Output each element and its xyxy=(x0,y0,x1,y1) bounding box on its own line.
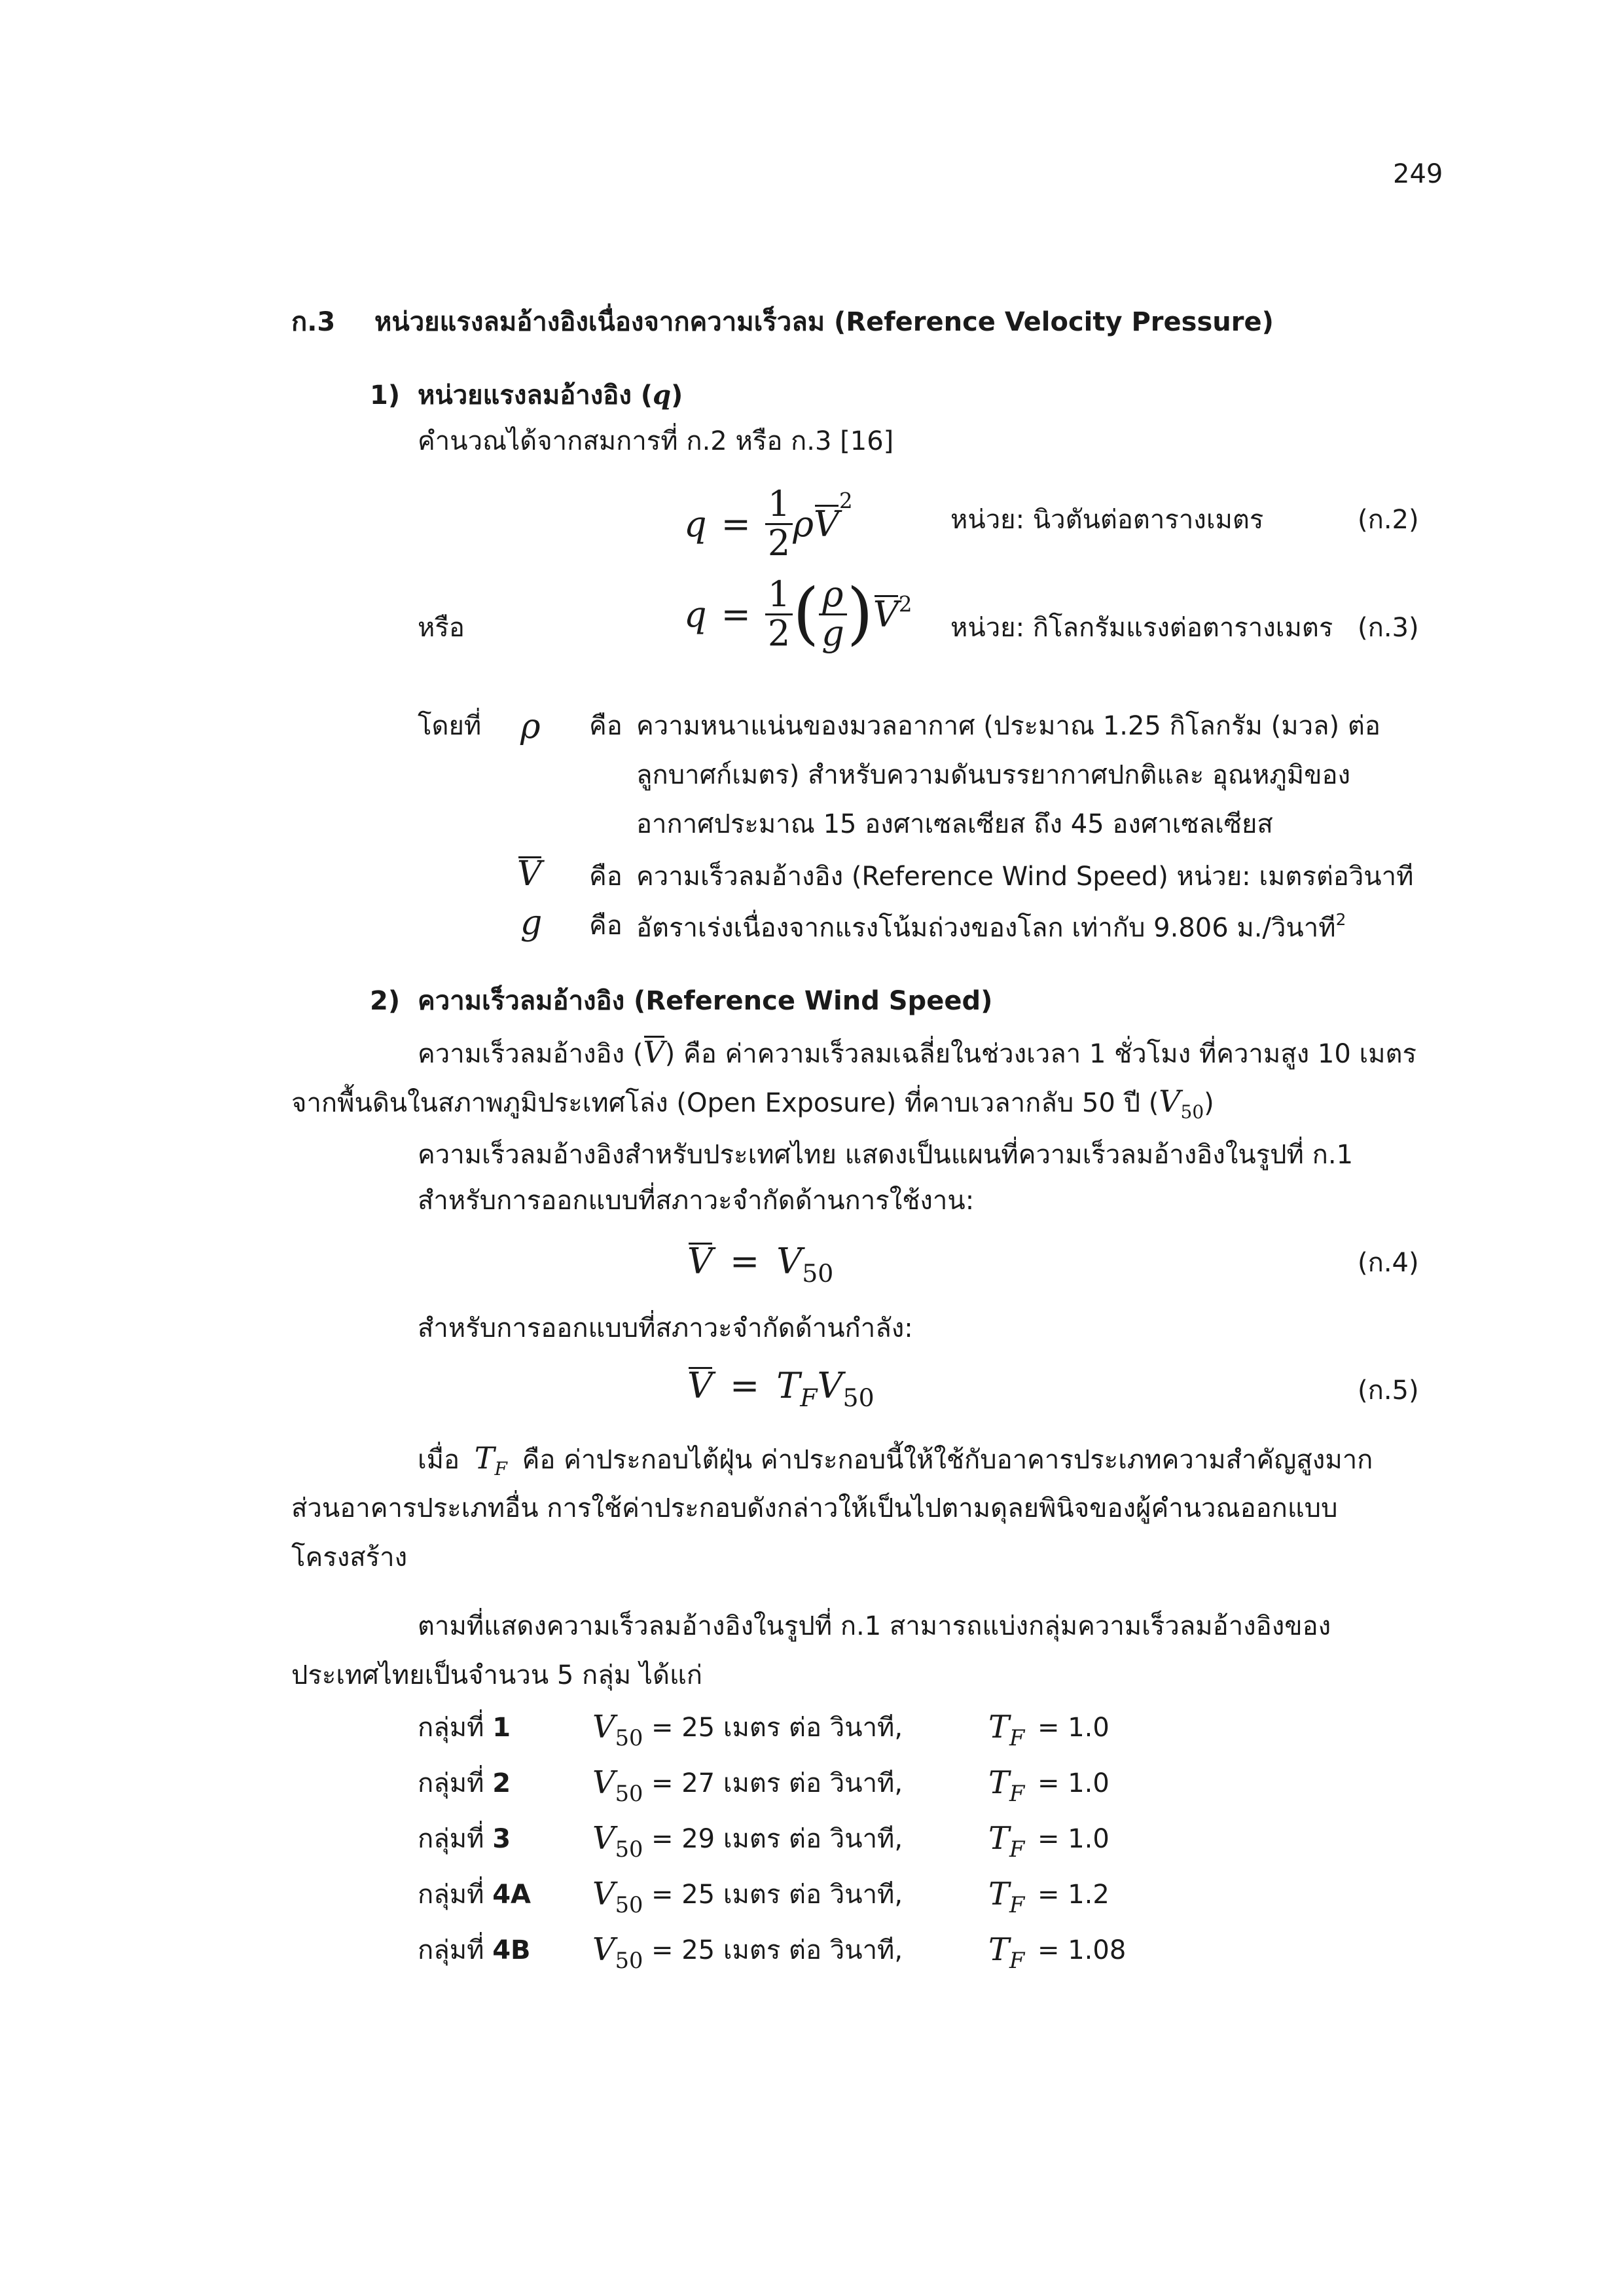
group-tf-symbol xyxy=(988,1709,1024,1751)
sub2-title: ความเร็วลมอ้างอิง (Reference Wind Speed) xyxy=(418,986,993,1016)
def-v-symbol: V xyxy=(517,854,542,894)
eq4-v: V xyxy=(776,1241,803,1282)
eq2-rho: ρ xyxy=(793,503,814,545)
equation-3 xyxy=(684,576,912,652)
group-id: 4A xyxy=(492,1880,531,1910)
eq2-frac-num: 1 xyxy=(767,483,791,524)
eq2-lhs: q xyxy=(684,503,707,545)
eq4-label: (ก.4) xyxy=(1358,1248,1419,1278)
def-g-text: อัตราเร่งเนื่องจากแรงโน้มถ่วงของโลก เท่ากับ 9.806 ม./วินาที xyxy=(636,913,1336,943)
group-row xyxy=(418,1768,511,1799)
def-rho-symbol: ρ xyxy=(520,707,541,746)
eq5-v-sub: 50 xyxy=(842,1383,875,1413)
group-t-sub: F xyxy=(1009,1724,1025,1751)
eq3-paren-open: ( xyxy=(793,574,820,653)
sub2-p6-line2: ประเทศไทยเป็นจำนวน 5 กลุ่ม ได้แก่ xyxy=(291,1660,702,1690)
sub2-p4: สำหรับการออกแบบที่สภาวะจำกัดด้านกำลัง: xyxy=(418,1313,913,1343)
group-row xyxy=(418,1823,511,1855)
sub2-p2: ความเร็วลมอ้างอิงสำหรับประเทศไทย แสดงเป็นแผนที่ความเร็วลมอ้างอิงในรูปที่ ก.1 xyxy=(418,1140,1354,1170)
def-g-is: คือ xyxy=(589,911,623,941)
group-v: V xyxy=(592,1820,615,1857)
group-t: T xyxy=(988,1931,1010,1968)
p1-vbar: V xyxy=(643,1034,665,1070)
group-t: T xyxy=(988,1709,1010,1745)
group-tf-value: = 1.2 xyxy=(1038,1880,1110,1910)
group-tf-value: = 1.08 xyxy=(1038,1935,1127,1965)
eq3-frac-num: 1 xyxy=(767,574,791,615)
p1-line2-text-a: จากพื้นดินในสภาพภูมิประเทศโล่ง (Open Exposure) ที่คาบเวลากลับ 50 ปี ( xyxy=(291,1088,1159,1118)
group-v50-symbol xyxy=(592,1931,643,1974)
def-rho-is: คือ xyxy=(589,711,623,741)
group-v50-symbol xyxy=(592,1709,643,1751)
eq3-paren-close: ) xyxy=(846,574,873,653)
def-rho-line1: ความหนาแน่นของมวลอากาศ (ประมาณ 1.25 กิโลกรัม (มวล) ต่อ xyxy=(636,711,1380,741)
eq5-t-sub: F xyxy=(800,1383,818,1413)
p1-text-a: ความเร็วลมอ้างอิง ( xyxy=(418,1039,643,1069)
eq4-sub: 50 xyxy=(802,1259,834,1288)
eq2-label: (ก.2) xyxy=(1358,505,1419,535)
group-v: V xyxy=(592,1931,615,1968)
sub2-p6-line1: ตามที่แสดงความเร็วลมอ้างอิงในรูปที่ ก.1 สามารถแบ่งกลุ่มความเร็วลมอ้างอิงของ xyxy=(418,1611,1331,1641)
sub1-title-var: q xyxy=(653,380,672,410)
eq2-power: 2 xyxy=(839,488,853,513)
sub1-intro: คำนวณได้จากสมการที่ ก.2 หรือ ก.3 [16] xyxy=(418,426,894,456)
group-id: 2 xyxy=(492,1768,511,1798)
def-v-line1: ความเร็วลมอ้างอิง (Reference Wind Speed) หน่วย: เมตรต่อวินาที xyxy=(636,862,1414,892)
eq3-lhs: q xyxy=(684,593,707,635)
eq2-fraction xyxy=(765,483,793,564)
sub2-p3: สำหรับการออกแบบที่สภาวะจำกัดด้านการใช้งาน: xyxy=(418,1186,975,1216)
group-t: T xyxy=(988,1764,1010,1801)
eq2-vbar: V xyxy=(813,503,839,545)
group-v: V xyxy=(592,1709,615,1745)
sub2-p1-line2 xyxy=(291,1084,1214,1123)
group-row xyxy=(418,1935,531,1966)
group-v: V xyxy=(592,1764,615,1801)
eq5-vbar: V xyxy=(687,1365,713,1406)
group-v50-symbol xyxy=(592,1764,643,1807)
sub1-title-close: ) xyxy=(671,380,683,410)
eq5-v: V xyxy=(817,1365,843,1406)
p1-line2-text-b: ) xyxy=(1204,1088,1214,1118)
group-id: 4B xyxy=(492,1935,531,1965)
eq2-rhs xyxy=(765,483,853,564)
def-rho-line2: ลูกบาศก์เมตร) สำหรับความดันบรรยากาศปกติและ อุณหภูมิของ xyxy=(636,760,1351,790)
group-v50-symbol xyxy=(592,1876,643,1918)
group-v50-value: = 25 เมตร ต่อ วินาที, xyxy=(651,1935,903,1965)
page-number: 249 xyxy=(1393,159,1443,189)
def-g-line1 xyxy=(636,910,1346,943)
group-tf-symbol xyxy=(988,1876,1024,1918)
group-label: กลุ่มที่ xyxy=(418,1713,484,1743)
group-t-sub: F xyxy=(1009,1836,1025,1862)
group-v-sub: 50 xyxy=(615,1724,643,1751)
def-rho-line3: อากาศประมาณ 15 องศาเซลเซียส ถึง 45 องศาเซลเซียส xyxy=(636,809,1273,839)
eq5-equals: = xyxy=(730,1365,760,1406)
eq4-rhs xyxy=(776,1241,833,1288)
group-v-sub: 50 xyxy=(615,1891,643,1918)
group-v50-symbol xyxy=(592,1820,643,1863)
def-g-superscript: 2 xyxy=(1335,910,1346,929)
eq3-label: (ก.3) xyxy=(1358,613,1419,643)
group-t-sub: F xyxy=(1009,1891,1025,1918)
section-number: ก.3 xyxy=(291,307,336,337)
group-id: 1 xyxy=(492,1713,511,1743)
eq2-frac-den: 2 xyxy=(767,522,791,564)
sub1-title-text: หน่วยแรงลมอ้างอิง ( xyxy=(418,380,653,410)
eq3-vbar: V xyxy=(873,593,899,635)
def-v-is: คือ xyxy=(589,862,623,892)
group-row xyxy=(418,1879,531,1910)
group-v: V xyxy=(592,1876,615,1912)
where-lead: โดยที่ xyxy=(418,711,482,741)
eq3-rhs xyxy=(765,576,912,652)
sub1-title xyxy=(418,380,683,411)
group-label: กลุ่มที่ xyxy=(418,1768,484,1798)
group-v-sub: 50 xyxy=(615,1947,643,1973)
sub2-number: 2) xyxy=(370,986,401,1016)
sub2-p5-line2: ส่วนอาคารประเภทอื่น การใช้ค่าประกอบดังกล่าวให้เป็นไปตามดุลยพินิจของผู้คำนวณออกแบบ xyxy=(291,1493,1338,1523)
eq3-fraction xyxy=(765,576,793,652)
group-t: T xyxy=(988,1820,1010,1857)
group-tf-symbol xyxy=(988,1764,1024,1807)
eq3-power: 2 xyxy=(898,592,912,617)
group-v-sub: 50 xyxy=(615,1780,643,1806)
group-id: 3 xyxy=(492,1824,511,1854)
group-tf-symbol xyxy=(988,1820,1024,1863)
p1-line2-v: V xyxy=(1159,1084,1181,1119)
group-label: กลุ่มที่ xyxy=(418,1880,484,1910)
group-label: กลุ่มที่ xyxy=(418,1824,484,1854)
eq3-or: หรือ xyxy=(418,613,465,643)
eq3-inner-den: g xyxy=(821,612,844,654)
eq3-unit: หน่วย: กิโลกรัมแรงต่อตารางเมตร xyxy=(950,613,1333,643)
group-t: T xyxy=(988,1876,1010,1912)
equation-5 xyxy=(687,1365,875,1412)
p1-text-b: ) คือ ค่าความเร็วลมเฉลี่ยในช่วงเวลา 1 ชั่วโมง ที่ความสูง 10 เมตร xyxy=(664,1039,1417,1069)
p5-lead: เมื่อ xyxy=(418,1445,460,1475)
p1-line2-sub: 50 xyxy=(1180,1101,1204,1123)
eq4-vbar: V xyxy=(687,1241,713,1282)
p5-t: T xyxy=(474,1440,495,1476)
sub2-p1-line1 xyxy=(418,1034,1416,1070)
def-g-symbol: g xyxy=(520,903,543,943)
group-v-sub: 50 xyxy=(615,1836,643,1862)
p5-text: คือ ค่าประกอบไต้ฝุ่น ค่าประกอบนี้ให้ใช้กับอาคารประเภทความสำคัญสูงมาก xyxy=(522,1445,1373,1475)
group-v50-value: = 25 เมตร ต่อ วินาที, xyxy=(651,1713,903,1743)
group-tf-value: = 1.0 xyxy=(1038,1713,1110,1743)
eq2-equals: = xyxy=(721,503,751,545)
group-label: กลุ่มที่ xyxy=(418,1935,484,1965)
group-t-sub: F xyxy=(1009,1947,1025,1973)
sub2-p5-line3: โครงสร้าง xyxy=(291,1542,408,1573)
group-row xyxy=(418,1712,511,1743)
sub2-p5-line1 xyxy=(418,1440,1373,1480)
eq5-rhs xyxy=(776,1365,874,1412)
group-v50-value: = 25 เมตร ต่อ วินาที, xyxy=(651,1880,903,1910)
eq5-label: (ก.5) xyxy=(1358,1376,1419,1406)
group-tf-value: = 1.0 xyxy=(1038,1768,1110,1798)
eq3-frac-den: 2 xyxy=(767,612,791,654)
group-v50-value: = 27 เมตร ต่อ วินาที, xyxy=(651,1768,903,1798)
sub1-number: 1) xyxy=(370,380,401,410)
p5-t-sub: F xyxy=(494,1457,507,1480)
section-title: หน่วยแรงลมอ้างอิงเนื่องจากความเร็วลม (Reference Velocity Pressure) xyxy=(374,307,1274,337)
eq3-inner-num: ρ xyxy=(822,574,844,615)
eq3-inner-fraction xyxy=(819,576,847,652)
group-tf-symbol xyxy=(988,1931,1024,1974)
eq4-equals: = xyxy=(730,1241,760,1282)
eq5-t: T xyxy=(776,1365,801,1406)
eq3-equals: = xyxy=(721,593,751,635)
group-t-sub: F xyxy=(1009,1780,1025,1806)
group-tf-value: = 1.0 xyxy=(1038,1824,1110,1854)
equation-4 xyxy=(687,1241,833,1288)
equation-2 xyxy=(684,483,853,564)
eq2-unit: หน่วย: นิวตันต่อตารางเมตร xyxy=(950,505,1264,535)
group-v50-value: = 29 เมตร ต่อ วินาที, xyxy=(651,1824,903,1854)
